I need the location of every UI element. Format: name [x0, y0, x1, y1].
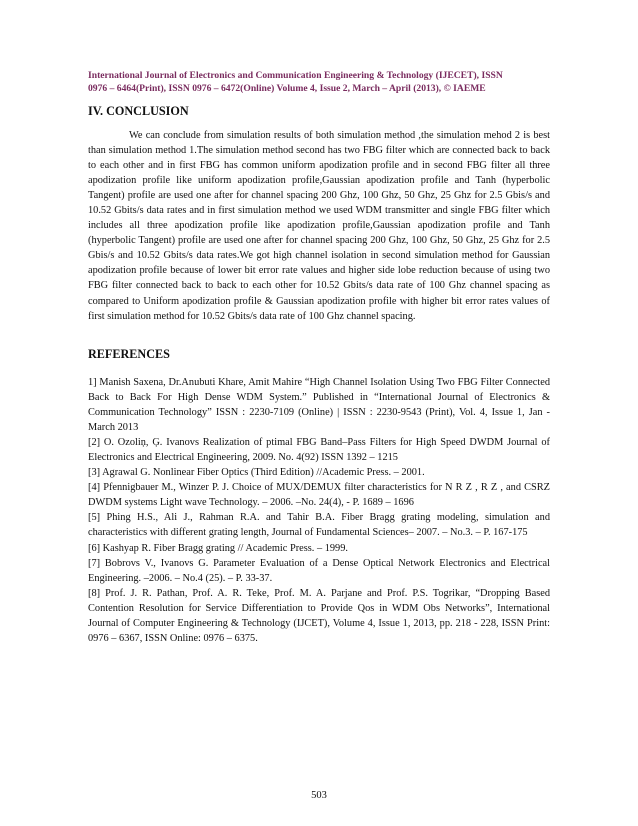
- reference-item: [2] O. Ozoliņ, Ģ. Ivanovs Realization of ptimal FBG Band–Pass Filters for High Speed DWDM Journal of Electronics and Electrical Engineering, 2009. No. 4(92) ISSN 1392 – 1215: [88, 437, 550, 464]
- page-number: 503: [311, 790, 327, 801]
- conclusion-heading: IV. CONCLUSION: [88, 104, 189, 118]
- journal-header-line-2: 0976 – 6464(Print), ISSN 0976 – 6472(Online) Volume 4, Issue 2, March – April (2013), © IAEME: [88, 82, 486, 94]
- reference-item: [6] Kashyap R. Fiber Bragg grating // Academic Press. – 1999.: [88, 542, 348, 554]
- reference-item: [8] Prof. J. R. Pathan, Prof. A. R. Teke, Prof. M. A. Parjane and Prof. P.S. Togrikar, “Dropping Based Contention Resolution for Service Differentiation to Provide Qos in WDM Obs Networks”, International Journal of Computer Engineering & Technology (IJCET), Volume 4, Issue 1, 2013, pp. 218 - 228, ISSN Print: 0976 – 6367, ISSN Online: 0976 – 6375.: [88, 587, 550, 644]
- conclusion-paragraph: We can conclude from simulation results of both simulation method ,the simulation mehod 2 is best than simulation method 1.The simulation method second has two FBG filter which are connected back to back to each other and in first FBG has common uniform apodization profile and in second FBG filter all three apodization profile like uniform apodization profile,Gaussian apodization profile and Tanh (hyperbolic Tangent) profile are used one after for channel spacing 200 Ghz, 100 Ghz, 50 Ghz, 25 Ghz for 2.5 Gbis/s and 10.52 Gbits/s data rates and in first simulation method we used WDM transmitter and single FBG filter which includes all three apodization profile like apodization profile,Gaussian apodization profile and Tanh (hyperbolic Tangent) profile are used one after for channel spacing 200 Ghz, 100 Ghz, 50 Ghz, 25 Ghz for 2.5 Gbis/s and 10.52 Gbits/s data rates.We got high channel isolation in second simulation method for Gaussian apodization profile because of lower bit error rate values and higher side lobe reduction because of using two FBG filter connected back to back to each other for 10.52 Gbits/s data rate of 100 Ghz channel spacing as compared to Uniform apodization profile & Gaussian apodization profile with higher bit error rates values of first simulation method for 10.52 Gbits/s data rate of 100 Ghz channel spacing.: [88, 130, 550, 322]
- journal-header: [88, 70, 550, 95]
- conclusion-section: [88, 128, 550, 324]
- reference-item: 1] Manish Saxena, Dr.Anubuti Khare, Amit Mahire “High Channel Isolation Using Two FBG Filter Connected Back to Back For High Dense WDM System.” Published in “International Journal of Electronics & Communication Technology” ISSN : 2230-7109 (Online) | ISSN : 2230-9543 (Print), Vol. 4, Issue 1, Jan - March 2013: [88, 377, 550, 434]
- references-list: [88, 375, 550, 646]
- reference-item: [7] Bobrovs V., Ivanovs G. Parameter Evaluation of a Dense Optical Network Electronics and Electrical Engineering. –2006. – No.4 (25). – P. 33-37.: [88, 557, 550, 584]
- reference-item: [5] Phing H.S., Ali J., Rahman R.A. and Tahir B.A. Fiber Bragg grating modeling, simulation and characteristics with different grating length, Journal of Fundamental Sciences– 2007. – No.3. – P. 167-175: [88, 512, 550, 539]
- reference-item: [4] Pfennigbauer M., Winzer P. J. Choice of MUX/DEMUX filter characteristics for N R Z , R Z , and CSRZ DWDM systems Light wave Technology. – 2006. –No. 24(4), - P. 1689 – 1696: [88, 482, 550, 509]
- references-heading: REFERENCES: [88, 347, 170, 361]
- journal-header-line-1: International Journal of Electronics and Communication Engineering & Technology (IJECET), ISSN: [88, 70, 503, 81]
- reference-item: [3] Agrawal G. Nonlinear Fiber Optics (Third Edition) //Academic Press. – 2001.: [88, 467, 425, 479]
